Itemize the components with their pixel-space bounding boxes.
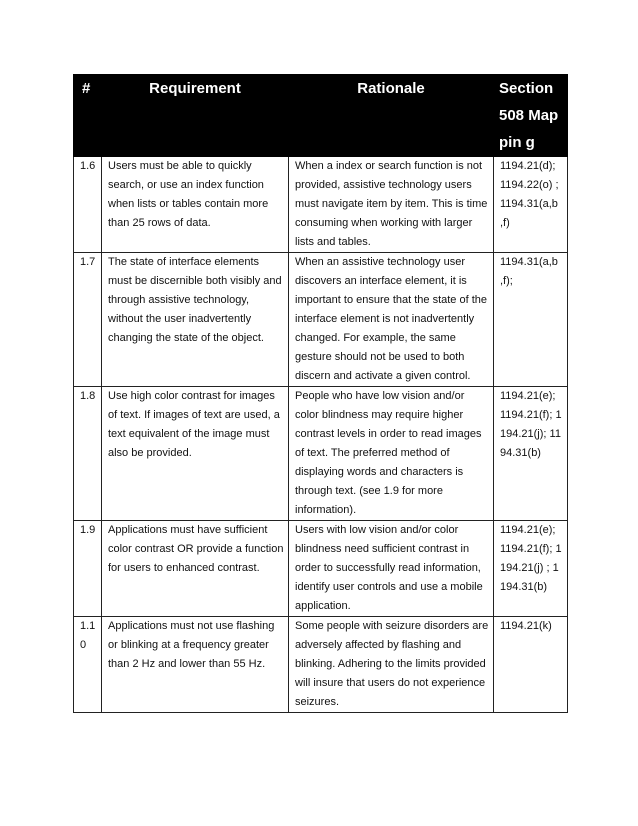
row-requirement: Users must be able to quickly search, or use an index function when lists or tables contain more than 25 rows of data. [102,157,289,253]
row-section-mapping: 1194.21(e); 1194.21(f); 1194.21(j) ; 1194.31(b) [494,521,568,617]
row-section-mapping: 1194.21(d); 1194.22(o) ; 1194.31(a,b ,f) [494,157,568,253]
table-row [74,387,568,521]
row-number: 1.9 [74,521,102,617]
row-requirement: Applications must have sufficient color contrast OR provide a function for users to enhanced contrast. [102,521,289,617]
table-row [74,157,568,253]
row-rationale: Users with low vision and/or color blindness need sufficient contrast in order to successfully read information, identify user controls and use a mobile application. [289,521,494,617]
table-header [74,75,568,157]
row-rationale: Some people with seizure disorders are adversely affected by flashing and blinking. Adhering to the limits provided will insure that users do not experience seizures. [289,617,494,713]
header-row [74,75,568,157]
row-number: 1.1 0 [74,617,102,713]
row-section-mapping: 1194.21(e); 1194.21(f); 1194.21(j); 1194.31(b) [494,387,568,521]
row-number: 1.6 [74,157,102,253]
header-number: # [74,75,102,157]
header-rationale: Rationale [289,75,494,157]
header-section-508-mapping [494,75,568,157]
row-rationale: When a index or search function is not provided, assistive technology users must navigate item by item. This is time consuming when working with larger lists and tables. [289,157,494,253]
header-section-label: Section 508 Mappin g [499,80,559,151]
row-requirement: Use high color contrast for images of text. If images of text are used, a text equivalent of the image must also be provided. [102,387,289,521]
table-row [74,521,568,617]
requirements-table [73,74,568,713]
table-row [74,617,568,713]
row-number: 1.7 [74,253,102,387]
row-rationale: People who have low vision and/or color blindness may require higher contrast levels in order to read images of text. The preferred method of displaying words and characters is through text. (see 1.9 for more information). [289,387,494,521]
table-body [74,157,568,713]
row-section-mapping: 1194.31(a,b ,f); [494,253,568,387]
header-requirement: Requirement [102,75,289,157]
row-section-mapping: 1194.21(k) [494,617,568,713]
table-row [74,253,568,387]
row-rationale: When an assistive technology user discovers an interface element, it is important to ensure that the state of the interface element is not inadvertently changed. For example, the same gesture should not be used to both discern and activate a given control. [289,253,494,387]
row-requirement: Applications must not use flashing or blinking at a frequency greater than 2 Hz and lower than 55 Hz. [102,617,289,713]
row-number: 1.8 [74,387,102,521]
row-requirement: The state of interface elements must be discernible both visibly and through assistive technology, without the user inadvertently changing the state of the object. [102,253,289,387]
